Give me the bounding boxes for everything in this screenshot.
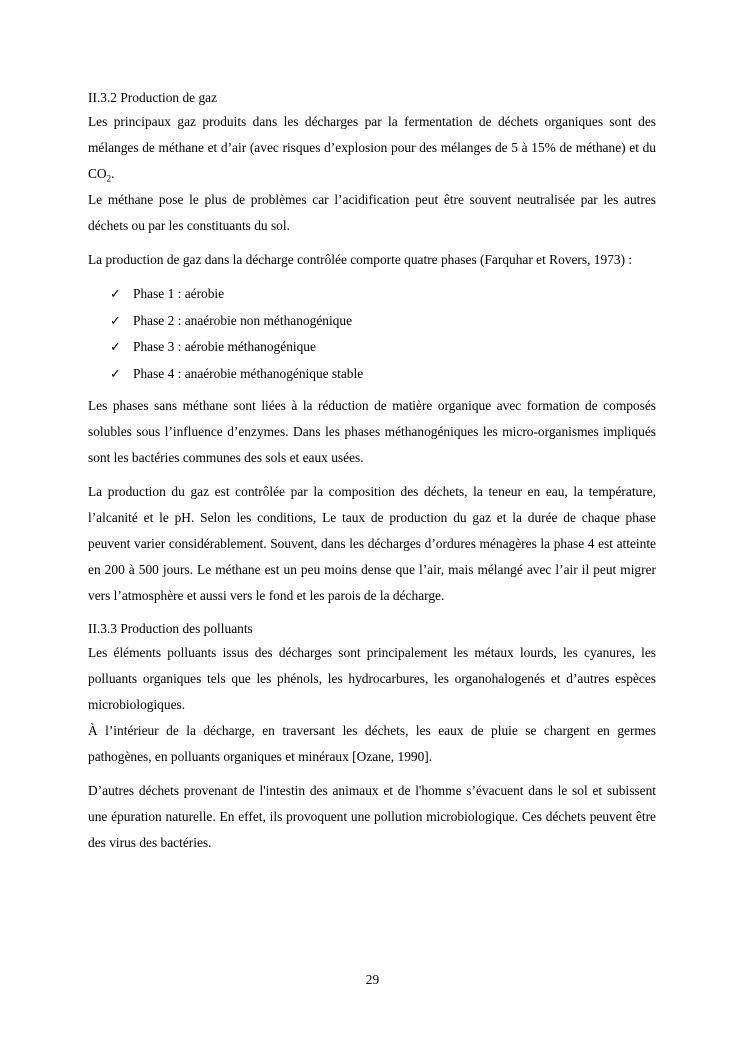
section-heading-pollutant-production: II.3.3 Production des polluants [88, 621, 253, 636]
paragraph-main-gases [88, 109, 656, 187]
document-page [88, 86, 656, 856]
list-item [110, 308, 656, 335]
paragraph-gas-production-control: La production du gaz est contrôlée par la composition des déchets, la teneur en eau, la température, l’alcanité et le pH. Selon les conditions, Le taux de production du gaz et la durée de chaque phase peuvent varier considérablement. Souvent, dans les décharges d’ordures ménagères la phase 4 est atteinte en 200 à 500 jours. Le méthane est un peu moins dense que l’air, mais mélangé avec l’air il peut migrer vers l’atmosphère et aussi vers le fond et les parois de la décharge. [88, 484, 656, 603]
paragraph-rainwater-pathogens: À l’intérieur de la décharge, en traversant les déchets, les eaux de pluie se chargent en germes pathogènes, en polluants organiques et minéraux [Ozane, 1990]. [88, 723, 656, 764]
paragraph-intestinal-waste: D’autres déchets provenant de l'intestin des animaux et de l'homme s’évacuent dans le sol et subissent une épuration naturelle. En effet, ils provoquent une pollution microbiologique. Ces déchets peuvent être des virus des bactéries. [88, 783, 656, 850]
paragraph-phases-without-methane: Les phases sans méthane sont liées à la réduction de matière organique avec formation de composés solubles sous l’influence d’enzymes. Dans les phases méthanogéniques les micro-organismes impliqués sont les bactéries communes des sols et eaux usées. [88, 398, 656, 465]
paragraph-main-gases-text: Les principaux gaz produits dans les décharges par la fermentation de déchets organiques sont des mélanges de méthane et d’air (avec risques d’explosion pour des mélanges de 5 à 15% de méthane) et du CO [88, 114, 656, 181]
paragraph-methane-problems: Le méthane pose le plus de problèmes car l’acidification peut être souvent neutralisée par les autres déchets ou par les constituants du sol. [88, 192, 656, 233]
page-number: 29 [365, 972, 380, 987]
checkmark-icon: ✓ [110, 287, 121, 302]
section-heading-gas-production: II.3.2 Production de gaz [88, 90, 218, 105]
phase-label: Phase 3 : aérobie méthanogénique [133, 339, 316, 354]
phase-label: Phase 2 : anaérobie non méthanogénique [133, 312, 353, 328]
paragraph-pollutant-elements: Les éléments polluants issus des décharges sont principalement les métaux lourds, les cyanures, les polluants organiques tels que les phénols, les hydrocarbures, les organohalogenés et d’autres espèces microbiologiques. [88, 645, 656, 712]
list-item [110, 281, 656, 308]
co2-subscript: 2 [106, 173, 112, 184]
list-item [110, 334, 656, 361]
paragraph-four-phases-intro: La production de gaz dans la décharge contrôlée comporte quatre phases (Farquhar et Rovers, 1973) : [88, 252, 633, 267]
checkmark-icon: ✓ [110, 313, 121, 329]
phase-label: Phase 4 : anaérobie méthanogénique stable [133, 365, 364, 381]
checkmark-icon: ✓ [110, 366, 121, 382]
phases-list [88, 281, 656, 387]
list-item [110, 361, 656, 388]
phase-label: Phase 1 : aérobie [133, 286, 225, 301]
paragraph-main-gases-end: . [111, 166, 115, 181]
checkmark-icon: ✓ [110, 340, 121, 355]
